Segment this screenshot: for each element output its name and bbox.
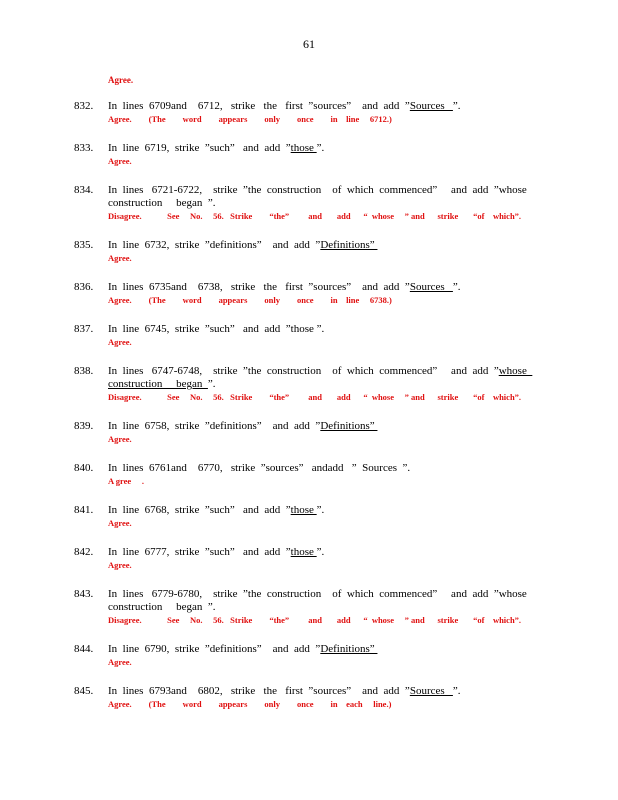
entry-number: 836.: [74, 281, 94, 293]
entry-number: 843.: [74, 588, 94, 600]
entry-line: [108, 142, 508, 155]
underlined-text: Sources: [409, 281, 453, 293]
line-text: In line 6758, strike ”definitions” and add ”: [108, 420, 321, 432]
response-note: Agree.: [108, 657, 132, 667]
response-note: Disagree. See No. 56. Strike “the” and add “ whose ” and strike “of which”.: [108, 615, 522, 625]
line-text: In lines 6779-6780, strike ”the construction of which commenced” and add ”whose: [108, 588, 527, 600]
line-text: ”.: [452, 100, 461, 112]
line-text: In line 6777, strike ”such” and add ”: [108, 546, 291, 558]
line-text: In lines 6721-6722, strike ”the construction of which commenced” and add ”whose: [108, 184, 527, 196]
entry-number: 841.: [74, 504, 94, 516]
entry-body: [108, 546, 508, 571]
underlined-text: Definitions”: [320, 643, 378, 655]
underlined-text: Sources: [409, 100, 453, 112]
entry-line: [108, 100, 508, 113]
entry-item: [0, 239, 618, 264]
response-note: Agree. (The word appears only once in line 6712.): [108, 114, 392, 124]
underlined-text: construction began: [108, 378, 208, 390]
entry-number: 844.: [74, 643, 94, 655]
entry-item: [0, 420, 618, 445]
entry-item: [0, 685, 618, 710]
entry-item: [0, 588, 618, 626]
entry-body: [108, 365, 533, 403]
entry-number: 832.: [74, 100, 94, 112]
line-text: construction began ”.: [108, 197, 216, 209]
underlined-text: those: [290, 504, 317, 516]
entry-number: 838.: [74, 365, 94, 377]
entry-body: [108, 588, 527, 626]
entry-line: [108, 365, 533, 378]
entry-body: [108, 323, 508, 348]
entry-body: [108, 239, 508, 264]
entry-line-continued: [108, 197, 508, 210]
line-text: ”.: [316, 142, 325, 154]
entry-line: [108, 504, 508, 517]
entries-list: [0, 100, 618, 710]
line-text: ”.: [452, 281, 461, 293]
line-text: In line 6732, strike ”definitions” and add ”: [108, 239, 321, 251]
entry-body: [108, 504, 508, 529]
response-note: Agree.: [108, 434, 132, 444]
line-text: In lines 6709and 6712, strike the first ”sources” and add ”: [108, 100, 410, 112]
entry-line: [108, 588, 527, 601]
entry-item: [0, 504, 618, 529]
entry-line: [108, 184, 527, 197]
line-text: construction began ”.: [108, 601, 216, 613]
response-note: Disagree. See No. 56. Strike “the” and add “ whose ” and strike “of which”.: [108, 211, 522, 221]
entry-item: [0, 365, 618, 403]
response-note: A gree .: [108, 476, 144, 486]
entry-line: [108, 239, 508, 252]
entry-line: [108, 281, 508, 294]
entry-body: [108, 281, 508, 306]
underlined-text: Sources: [409, 685, 453, 697]
entry-line: [108, 546, 508, 559]
lead-note: Agree.: [108, 75, 134, 85]
entry-item: [0, 100, 618, 125]
underlined-text: whose: [498, 365, 533, 377]
line-text: In lines 6793and 6802, strike the first ”sources” and add ”: [108, 685, 410, 697]
underlined-text: those: [290, 546, 317, 558]
line-text: In line 6719, strike ”such” and add ”: [108, 142, 291, 154]
line-text: In line 6768, strike ”such” and add ”: [108, 504, 291, 516]
entry-line: [108, 462, 508, 475]
entry-body: [108, 420, 508, 445]
entry-number: 833.: [74, 142, 94, 154]
response-note: Agree.: [108, 253, 132, 263]
entry-body: [108, 184, 527, 222]
response-note: Agree.: [108, 337, 132, 347]
line-text: In line 6790, strike ”definitions” and add ”: [108, 643, 321, 655]
underlined-text: Definitions”: [320, 420, 378, 432]
line-text: ”.: [207, 378, 216, 390]
entry-line: [108, 643, 508, 656]
response-note: Agree.: [108, 156, 132, 166]
entry-line: [108, 420, 508, 433]
entry-item: [0, 281, 618, 306]
response-note: Agree.: [108, 518, 132, 528]
entry-line-continued: [108, 378, 508, 391]
entry-body: [108, 643, 508, 668]
line-text: In line 6745, strike ”such” and add ”those ”.: [108, 323, 325, 335]
entry-line: [108, 685, 508, 698]
entry-body: [108, 142, 508, 167]
entry-number: 837.: [74, 323, 94, 335]
response-note: Agree. (The word appears only once in line 6738.): [108, 295, 392, 305]
line-text: ”.: [316, 546, 325, 558]
line-text: ”.: [316, 504, 325, 516]
entry-body: [108, 685, 508, 710]
entry-number: 839.: [74, 420, 94, 432]
page-number: 61: [303, 37, 315, 51]
line-text: In lines 6747-6748, strike ”the construction of which commenced” and add ”: [108, 365, 499, 377]
entry-item: [0, 546, 618, 571]
entry-number: 845.: [74, 685, 94, 697]
underlined-text: those: [290, 142, 317, 154]
entry-item: [0, 142, 618, 167]
entry-body: [108, 462, 508, 487]
response-note: Agree.: [108, 560, 132, 570]
entry-line-continued: [108, 601, 508, 614]
line-text: ”.: [452, 685, 461, 697]
entry-item: [0, 184, 618, 222]
response-note: Agree. (The word appears only once in each line.): [108, 699, 392, 709]
entry-item: [0, 323, 618, 348]
entry-number: 840.: [74, 462, 94, 474]
underlined-text: Definitions”: [320, 239, 378, 251]
entry-number: 842.: [74, 546, 94, 558]
line-text: In lines 6735and 6738, strike the first ”sources” and add ”: [108, 281, 410, 293]
response-note: Disagree. See No. 56. Strike “the” and add “ whose ” and strike “of which”.: [108, 392, 522, 402]
entry-number: 834.: [74, 184, 94, 196]
entry-line: [108, 323, 508, 336]
entry-number: 835.: [74, 239, 94, 251]
entry-item: [0, 462, 618, 487]
line-text: In lines 6761and 6770, strike ”sources” andadd ” Sources ”.: [108, 462, 411, 474]
entry-item: [0, 643, 618, 668]
entry-body: [108, 100, 508, 125]
